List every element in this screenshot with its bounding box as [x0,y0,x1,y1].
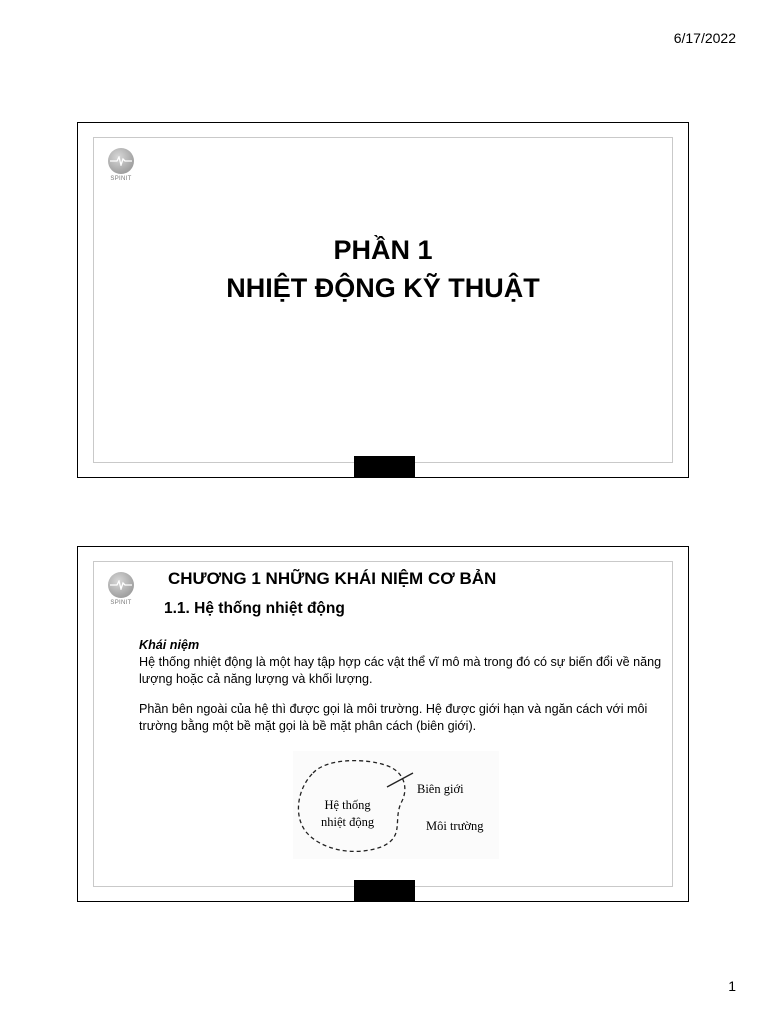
slide-tab-marker [354,880,415,902]
boundary-label: Biên giới [417,782,464,796]
section-heading: 1.1. Hệ thống nhiệt động [164,600,345,617]
system-boundary-diagram [293,751,499,859]
logo-emblem-icon [108,572,134,598]
concept-label: Khái niệm [139,638,200,652]
system-label-line-2: nhiệt động [321,815,375,829]
system-label [321,797,374,831]
slide-title [78,231,688,307]
definition-paragraph: Hệ thống nhiệt động là một hay tập hợp các vật thể vĩ mô mà trong đó có sự biến đổi về năng lượng hoặc cả năng lượng và khối lượng. [139,655,662,686]
system-label-line-1: Hệ thống [324,798,371,812]
logo-text: SPINIT [110,600,132,606]
logo-text: SPINIT [110,176,132,182]
spinit-logo [105,148,137,182]
title-line-1: PHẦN 1 [333,235,433,265]
page-number: 1 [728,978,736,994]
slide-1 [77,122,689,478]
slide-2 [77,546,689,902]
environment-paragraph: Phần bên ngoài của hệ thì được gọi là môi trường. Hệ được giới hạn và ngăn cách với môi trường bằng một bề mặt gọi là bề mặt phân cách (biên giới). [139,702,648,733]
title-line-2: NHIỆT ĐỘNG KỸ THUẬT [226,273,540,303]
environment-label: Môi trường [426,819,484,833]
chapter-heading: CHƯƠNG 1 NHỮNG KHÁI NIỆM CƠ BẢN [168,569,497,588]
spinit-logo [105,572,137,606]
logo-emblem-icon [108,148,134,174]
print-date: 6/17/2022 [673,30,736,46]
slide-tab-marker [354,456,415,478]
slide-body [139,637,671,735]
